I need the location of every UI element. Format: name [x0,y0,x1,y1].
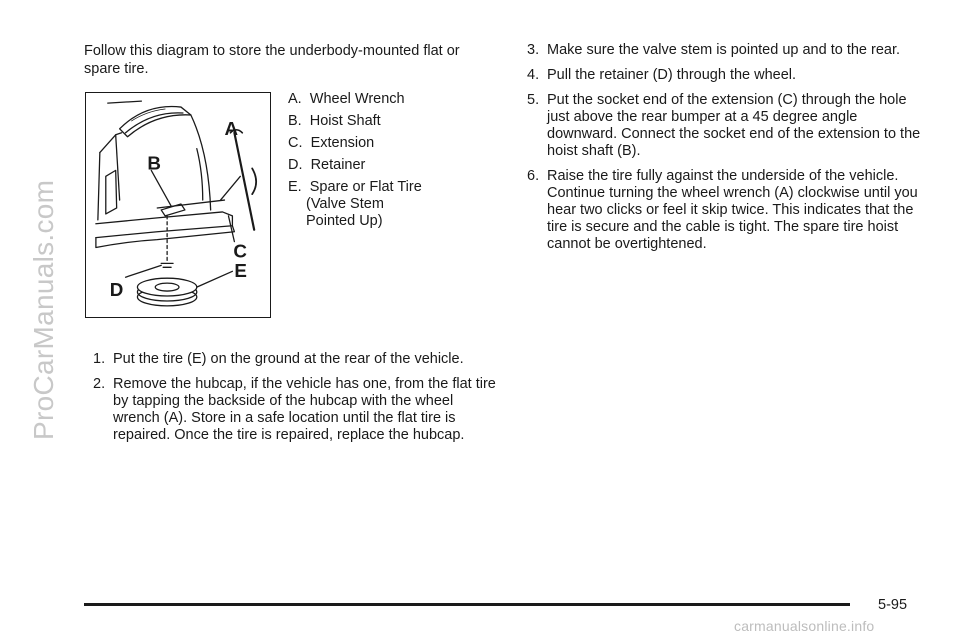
diagram-legend [288,91,422,235]
step-6: 6. Raise the tire fully against the underside of the vehicle. Continue turning the wheel wrench (A) clockwise until you hear two clicks or feel it skip twice. This indicates that the tire is secure and the cable is tight. The spare tire hoist cannot be overtightened. [527,168,918,252]
legend-item-c: C. Extension [288,135,375,151]
left-column [84,42,498,452]
right-column [527,42,927,261]
step-3: 3. Make sure the valve stem is pointed up and to the rear. [527,42,901,58]
callout-e: E [234,260,247,282]
intro-paragraph: Follow this diagram to store the underbody-mounted flat or spare tire. [84,43,460,77]
step-2: 2. Remove the hubcap, if the vehicle has one, from the flat tire by tapping the backside of the hubcap with the wheel wrench (A). Store in a safe location until the flat tire is repaired. Once the tire is repaired, replace the hubcap. [93,376,496,443]
page-number: 5-95 [878,597,908,613]
callout-b: B [147,152,161,174]
callout-c: C [233,240,247,262]
legend-item-d: D. Retainer [288,157,366,173]
footer-rule [84,603,850,606]
site-watermark: carmanualsonline.info [734,618,875,634]
side-watermark-text: ProCarManuals.com [28,179,59,440]
legend-item-e: E. Spare or Flat Tire (Valve Stem Pointed Up) [288,179,422,229]
steps-list-left [84,351,498,444]
callout-a: A [224,117,239,139]
figure-row [84,92,498,332]
side-watermark [24,0,64,640]
callout-d: D [109,279,124,301]
spare-tire-illustration [86,93,270,317]
steps-list-right [527,42,927,253]
legend-item-b: B. Hoist Shaft [288,113,381,129]
legend-item-a: A. Wheel Wrench [288,91,405,107]
step-4: 4. Pull the retainer (D) through the wheel. [527,67,797,83]
step-1: 1. Put the tire (E) on the ground at the rear of the vehicle. [93,351,464,367]
step-5: 5. Put the socket end of the extension (C) through the hole just above the rear bumper at a 45 degree angle downward. Connect the socket end of the extension to the hoist shaft (B). [527,92,921,159]
spare-tire-diagram [85,92,271,318]
